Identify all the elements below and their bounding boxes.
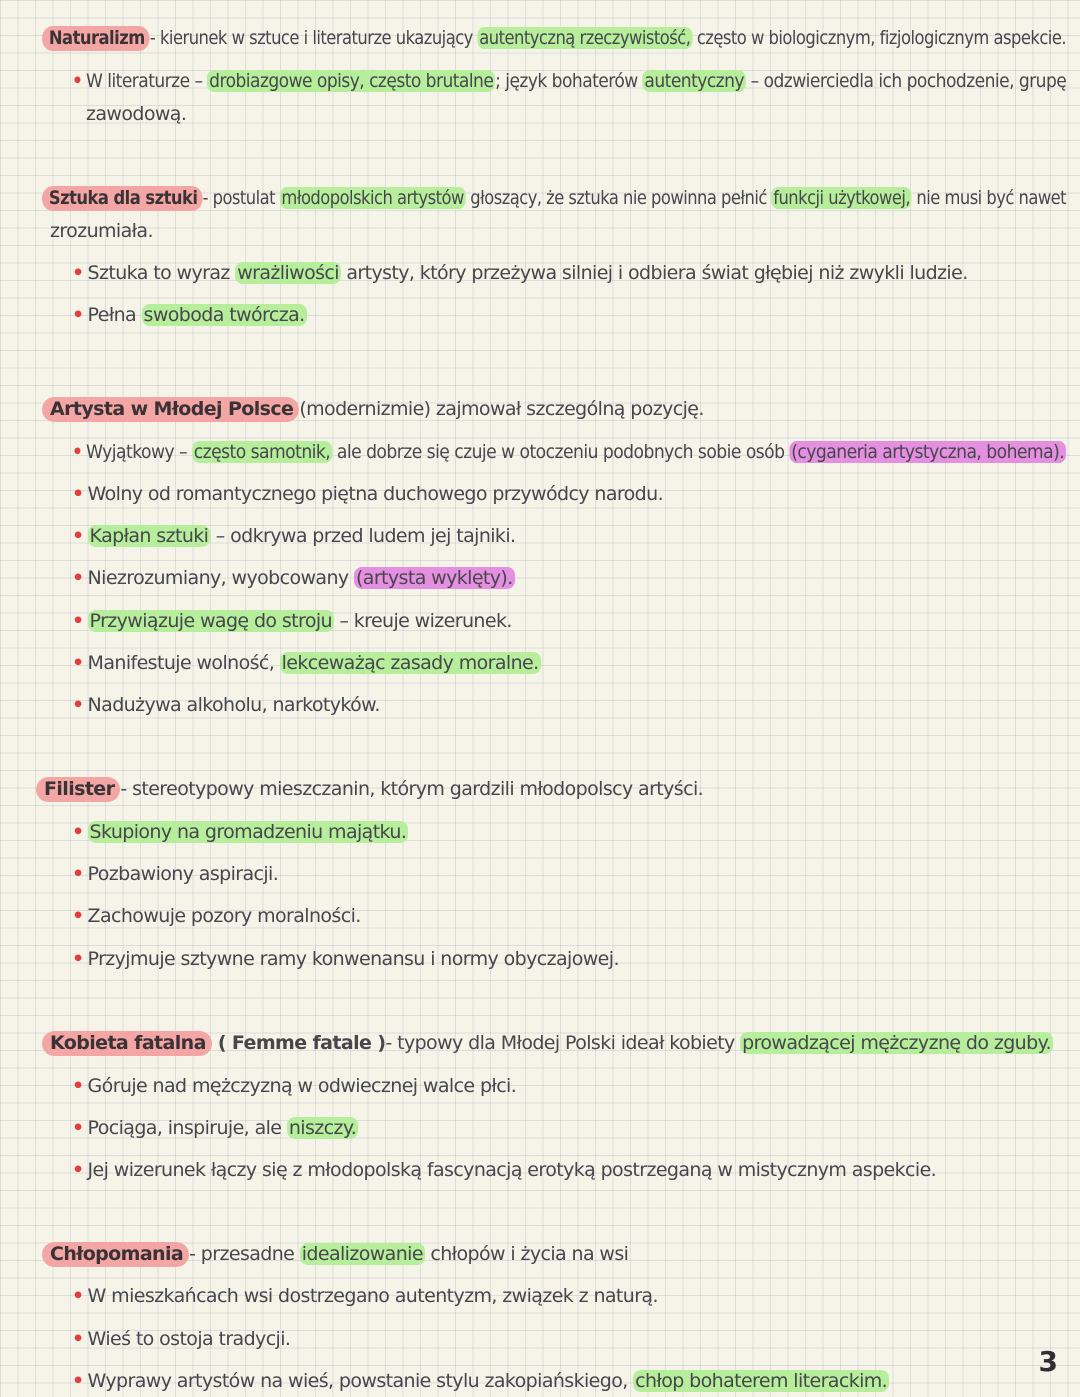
kobieta-fatalna-bullet-3: • Jej wizerunek łączy się z młodopolską fascynacją erotyką postrzeganą w mistycznym aspekcie. — [72, 1159, 937, 1181]
bullet-dot-icon: • — [72, 821, 84, 843]
kobieta-fatalna-definition: Kobieta fatalna ( Femme fatale )- typowy dla Młodej Polski ideał kobiety prowadzącej mężczyznę do zguby. — [42, 1030, 1053, 1056]
bullet-dot-icon: • — [72, 483, 84, 505]
artysta-definition: Artysta w Młodej Polsce (modernizmie) zajmował szczególną pozycję. — [42, 396, 704, 422]
artysta-bullet-4: • Niezrozumiany, wyobcowany (artysta wyklęty). — [72, 567, 513, 589]
bullet-dot-icon: • — [72, 694, 84, 716]
highlight-green: drobiazgowe opisy, często brutalne — [209, 70, 494, 92]
bullet-dot-icon: • — [72, 1328, 84, 1350]
bullet-dot-icon: • — [72, 1075, 84, 1097]
artysta-bullet-5: • Przywiązuje wagę do stroju – kreuje wizerunek. — [72, 610, 512, 632]
term-filister: Filister — [36, 777, 120, 802]
filister-bullet-3: • Zachowuje pozory moralności. — [72, 905, 361, 927]
highlight-pink: (artysta wyklęty). — [355, 567, 513, 589]
highlight-green: wrażliwości — [237, 262, 339, 284]
sztuka-dla-sztuki-definition-continued: zrozumiała. — [50, 220, 153, 242]
highlight-green: autentyczny — [644, 70, 744, 92]
bullet-dot-icon: • — [72, 863, 84, 885]
bullet-dot-icon: • — [72, 1159, 84, 1181]
bullet-dot-icon: • — [72, 262, 84, 284]
bullet-dot-icon: • — [72, 1370, 84, 1392]
page-number: 3 — [1038, 1345, 1058, 1378]
bullet-dot-icon: • — [72, 652, 84, 674]
highlight-green: funkcji użytkowej, — [773, 187, 911, 209]
highlight-green: chłop bohaterem literackim. — [635, 1370, 888, 1392]
filister-bullet-1 — [72, 819, 408, 845]
artysta-bullet-6: • Manifestuje wolność, lekceważąc zasady moralne. — [72, 652, 539, 674]
term-sztuka-dla-sztuki: Sztuka dla sztuki — [42, 186, 203, 211]
highlight-green: swoboda twórcza. — [143, 304, 305, 326]
highlight-green: Skupiony na gromadzeniu majątku. — [89, 821, 407, 843]
bullet-dot-icon: • — [72, 1117, 84, 1139]
naturalizm-bullet-1: • W literaturze – drobiazgowe opisy, często brutalne; język bohaterów autentyczny – odzwierciedla ich pochodzenie, grupę — [72, 70, 1067, 92]
kobieta-fatalna-bullet-2: • Pociąga, inspiruje, ale niszczy. — [72, 1117, 357, 1139]
bullet-dot-icon: • — [72, 441, 83, 463]
term-artysta-w-mlodej-polsce: Artysta w Młodej Polsce — [42, 397, 299, 422]
artysta-bullet-2: • Wolny od romantycznego piętna duchowego przywódcy narodu. — [72, 483, 664, 505]
highlight-green: prowadzącej mężczyznę do zguby. — [742, 1032, 1051, 1054]
highlight-green: niszczy. — [288, 1117, 357, 1139]
artysta-bullet-1: • Wyjątkowy – często samotnik, ale dobrze się czuje w otoczeniu podobnych sobie osób (cyganeria artystyczna, bohema). — [72, 441, 1065, 463]
sztuka-dla-sztuki-definition: Sztuka dla sztuki - postulat młodopolskich artystów głoszący, że sztuka nie powinna pełnić funkcji użytkowej, nie musi być nawet — [42, 185, 1066, 211]
naturalizm-definition: Naturalizm - kierunek w sztuce i literaturze ukazujący autentyczną rzeczywistość, często w biologicznym, fizjologicznym aspekcie. — [42, 25, 1066, 51]
term-femme-fatale: ( Femme fatale ) — [211, 1032, 386, 1054]
bullet-dot-icon: • — [72, 905, 84, 927]
naturalizm-bullet-1-continued: zawodową. — [86, 103, 187, 125]
highlight-pink: (cyganeria artystyczna, bohema). — [791, 441, 1065, 463]
bullet-dot-icon: • — [72, 304, 84, 326]
kobieta-fatalna-bullet-1: • Góruje nad mężczyzną w odwiecznej walce płci. — [72, 1075, 517, 1097]
bullet-dot-icon: • — [72, 1285, 84, 1307]
highlight-green: autentyczną rzeczywistość, — [479, 27, 691, 49]
artysta-bullet-3: • Kapłan sztuki – odkrywa przed ludem jej tajniki. — [72, 525, 516, 547]
filister-bullet-4: • Przyjmuje sztywne ramy konwenansu i normy obyczajowej. — [72, 948, 619, 970]
bullet-dot-icon: • — [72, 948, 84, 970]
filister-definition: Filister - stereotypowy mieszczanin, którym gardzili młodopolscy artyści. — [36, 776, 703, 802]
bullet-dot-icon: • — [72, 70, 83, 92]
term-chlopomania: Chłopomania — [42, 1242, 189, 1267]
sztuka-dla-sztuki-bullet-1: • Sztuka to wyraz wrażliwości artysty, który przeżywa silniej i odbiera świat głębiej niż zwykli ludzie. — [72, 262, 968, 284]
chlopomania-definition: Chłopomania - przesadne idealizowanie chłopów i życia na wsi — [42, 1241, 628, 1267]
bullet-dot-icon: • — [72, 610, 84, 632]
highlight-green: Przywiązuje wagę do stroju — [89, 610, 332, 632]
sztuka-dla-sztuki-bullet-2: • Pełna swoboda twórcza. — [72, 304, 305, 326]
highlight-green: często samotnik, — [193, 441, 331, 463]
highlight-green: Kapłan sztuki — [89, 525, 209, 547]
highlight-green: młodopolskich artystów — [281, 187, 464, 209]
term-naturalizm: Naturalizm — [42, 26, 150, 51]
highlight-green: lekceważąc zasady moralne. — [281, 652, 539, 674]
highlight-green: idealizowanie — [301, 1243, 423, 1265]
bullet-dot-icon: • — [72, 525, 84, 547]
chlopomania-bullet-1: • W mieszkańcach wsi dostrzegano autentyzm, związek z naturą. — [72, 1285, 658, 1307]
term-kobieta-fatalna: Kobieta fatalna — [42, 1031, 212, 1056]
chlopomania-bullet-2: • Wieś to ostoja tradycji. — [72, 1328, 291, 1350]
artysta-bullet-7: • Nadużywa alkoholu, narkotyków. — [72, 694, 380, 716]
bullet-dot-icon: • — [72, 567, 84, 589]
chlopomania-bullet-3: • Wyprawy artystów na wieś, powstanie stylu zakopiańskiego, chłop bohaterem literackim. — [72, 1370, 888, 1392]
filister-bullet-2: • Pozbawiony aspiracji. — [72, 863, 279, 885]
